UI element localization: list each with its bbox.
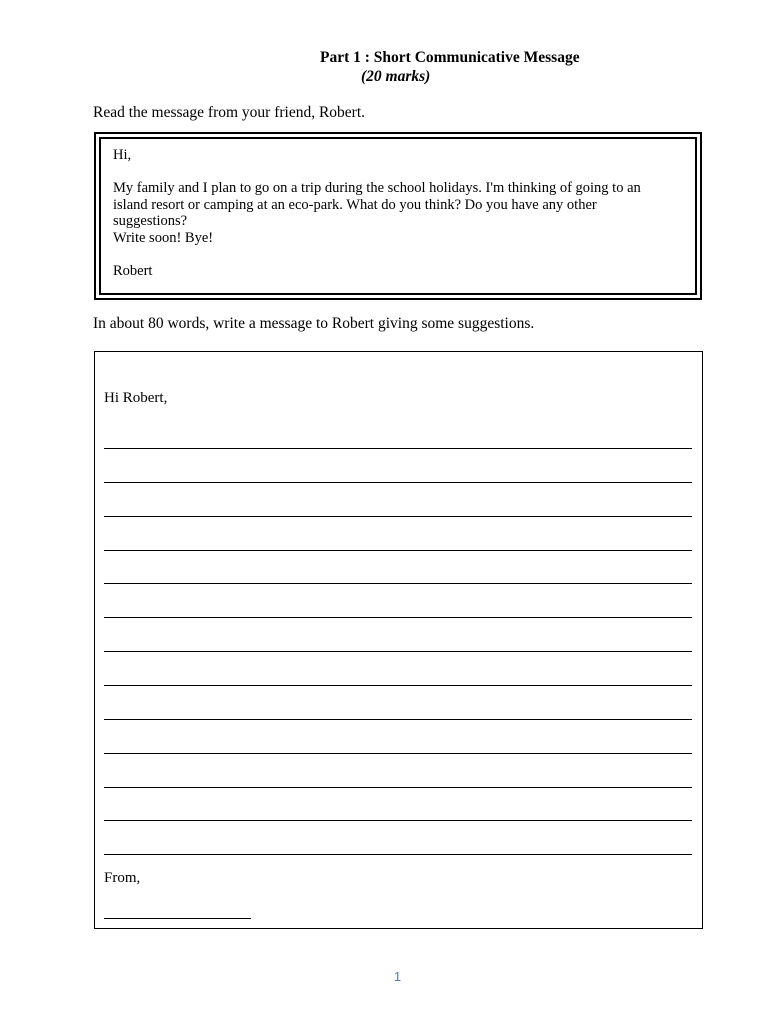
writing-line[interactable] xyxy=(104,583,692,584)
writing-line[interactable] xyxy=(104,617,692,618)
spacer xyxy=(113,164,683,181)
writing-line[interactable] xyxy=(104,719,692,720)
writing-line[interactable] xyxy=(104,787,692,788)
instruction-read: Read the message from your friend, Robert. xyxy=(93,104,366,121)
writing-line[interactable] xyxy=(104,550,692,551)
writing-line[interactable] xyxy=(104,753,692,754)
writing-line[interactable] xyxy=(104,651,692,652)
friend-message-greeting: Hi, xyxy=(113,147,132,163)
answer-box[interactable] xyxy=(94,351,703,929)
friend-message-body-line: My family and I plan to go on a trip during the school holidays. I'm thinking of going to an xyxy=(113,180,641,196)
friend-message-body-line: suggestions? xyxy=(113,213,188,229)
instruction-write: In about 80 words, write a message to Robert giving some suggestions. xyxy=(93,315,535,332)
writing-line[interactable] xyxy=(104,854,692,855)
friend-message-closing: Write soon! Bye! xyxy=(113,229,214,246)
spacer xyxy=(113,246,683,263)
page-title: Part 1 : Short Communicative Message xyxy=(320,49,580,66)
friend-message-body-line: island resort or camping at an eco-park. What do you think? Do you have any other xyxy=(113,196,597,213)
signature-line[interactable] xyxy=(104,918,251,919)
answer-from-label: From, xyxy=(104,870,141,886)
writing-line[interactable] xyxy=(104,516,692,517)
writing-line[interactable] xyxy=(104,482,692,483)
answer-greeting: Hi Robert, xyxy=(104,390,168,406)
writing-line[interactable] xyxy=(104,448,692,449)
writing-line[interactable] xyxy=(104,820,692,821)
friend-message-box xyxy=(94,132,702,300)
friend-message-content xyxy=(99,137,697,295)
friend-message-signature: Robert xyxy=(113,262,153,279)
marks-label: (20 marks) xyxy=(361,68,431,85)
page-number: 1 xyxy=(393,969,402,984)
writing-line[interactable] xyxy=(104,685,692,686)
